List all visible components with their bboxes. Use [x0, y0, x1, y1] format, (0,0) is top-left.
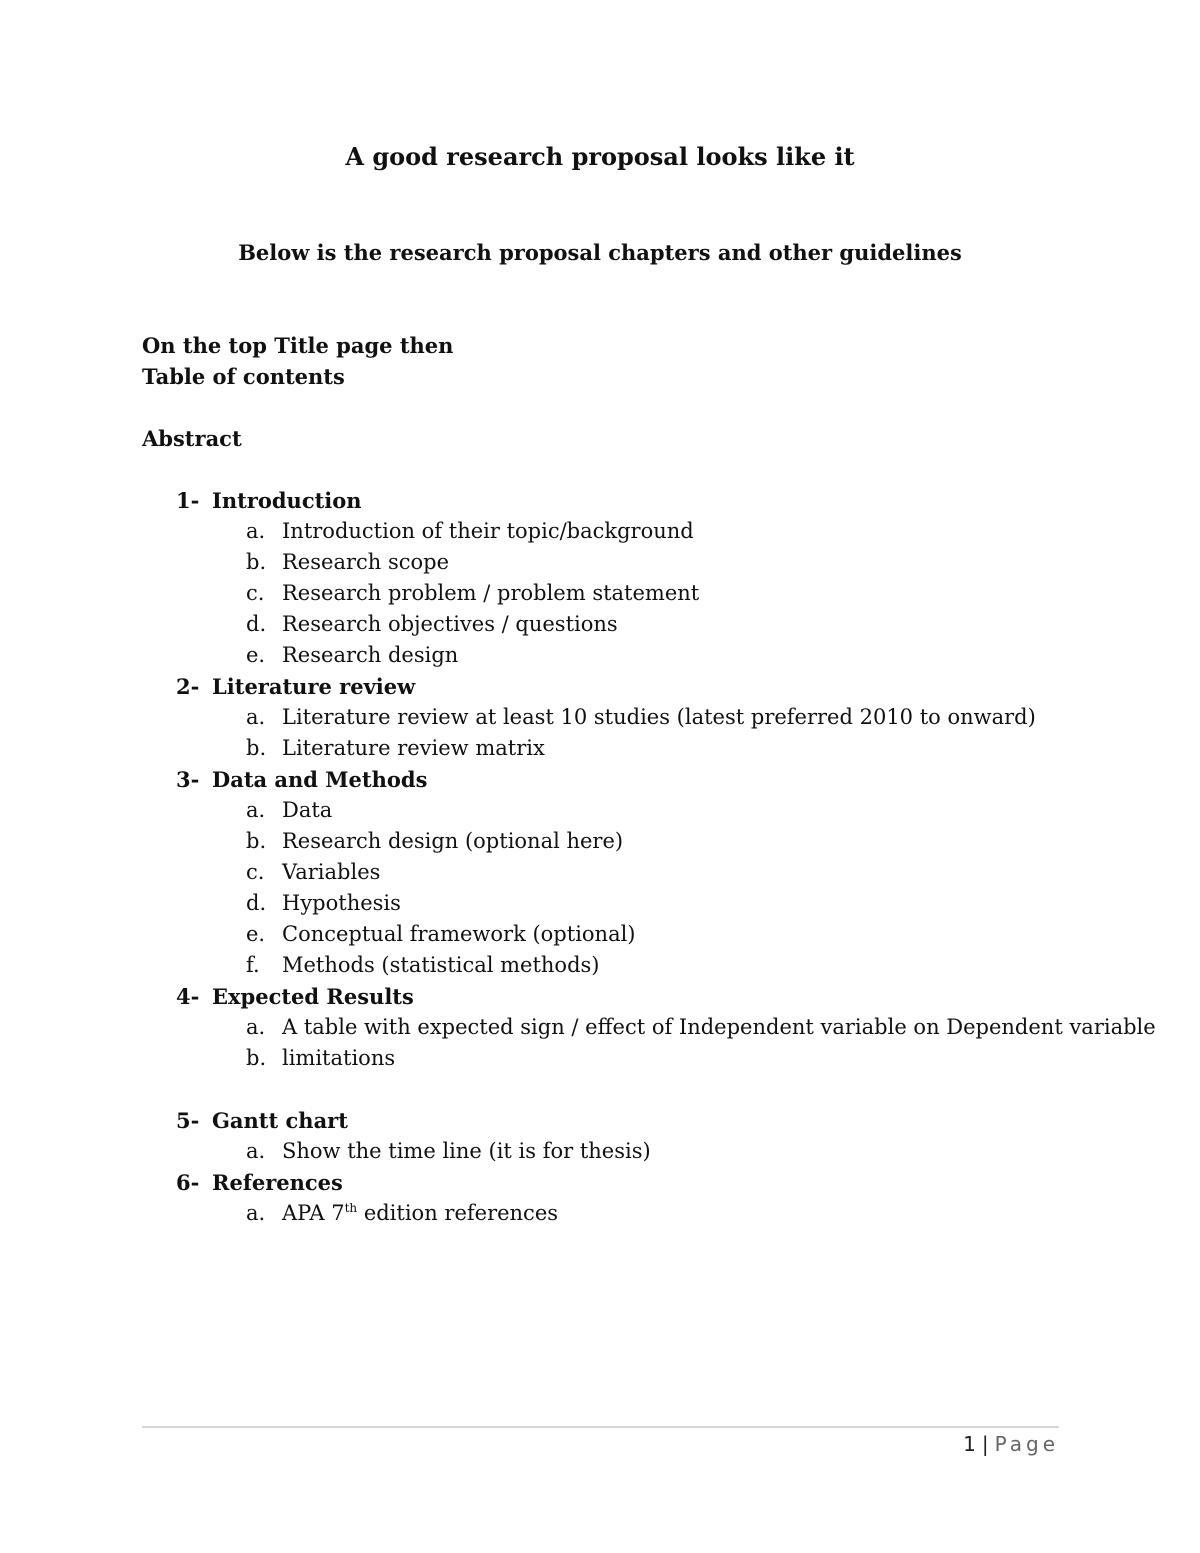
page-number: 1 [963, 1432, 976, 1456]
item-text: Hypothesis [282, 891, 401, 915]
section-title: Literature review [212, 674, 416, 699]
item-text: Literature review matrix [282, 736, 545, 760]
item-text-after: edition references [357, 1201, 559, 1225]
item-text: Research problem / problem statement [282, 581, 700, 605]
item-letter: b. [246, 829, 267, 853]
item-text: Research design (optional here) [282, 829, 624, 853]
list-item [142, 891, 1156, 922]
section-title: Expected Results [212, 984, 414, 1009]
list-item [142, 736, 1156, 767]
item-letter: a. [246, 1201, 266, 1225]
list-item [142, 581, 1156, 612]
item-letter: a. [246, 798, 266, 822]
section-heading [142, 1108, 1156, 1139]
item-text: Literature review at least 10 studies (latest preferred 2010 to onward) [282, 705, 1036, 729]
item-text: limitations [282, 1046, 396, 1070]
section-title: Gantt chart [212, 1108, 348, 1133]
item-text [282, 1201, 558, 1225]
section-number: 5- [176, 1108, 200, 1133]
item-text-before: APA 7 [282, 1201, 345, 1225]
section-title: References [212, 1170, 343, 1195]
section-data-and-methods [142, 767, 1156, 984]
list-item [142, 922, 1156, 953]
section-heading [142, 1170, 1156, 1201]
item-text: Research objectives / questions [282, 612, 618, 636]
item-text: Data [282, 798, 333, 822]
list-item [142, 1139, 1156, 1170]
section-heading [142, 767, 1156, 798]
footer-divider [142, 1426, 1059, 1428]
item-text: Research scope [282, 550, 450, 574]
list-item [142, 953, 1156, 984]
item-letter: e. [246, 643, 266, 667]
item-text: A table with expected sign / effect of Independent variable on Dependent variable [282, 1015, 1156, 1039]
section-literature-review [142, 674, 1156, 767]
section-expected-results [142, 984, 1156, 1077]
list-item [142, 798, 1156, 829]
item-letter: b. [246, 736, 267, 760]
section-heading [142, 674, 1156, 705]
front-matter-toc: Table of contents [142, 364, 345, 389]
item-letter: d. [246, 612, 267, 636]
page-label: Page [994, 1432, 1059, 1456]
item-letter: d. [246, 891, 267, 915]
list-item [142, 1201, 1156, 1232]
item-text: Conceptual framework (optional) [282, 922, 636, 946]
section-heading [142, 984, 1156, 1015]
section-references [142, 1170, 1156, 1232]
list-item [142, 705, 1156, 736]
list-item [142, 829, 1156, 860]
footer-separator: | [981, 1432, 989, 1456]
list-item [142, 550, 1156, 581]
section-number: 3- [176, 767, 200, 792]
section-title: Data and Methods [212, 767, 428, 792]
document-title: A good research proposal looks like it [345, 142, 855, 171]
section-heading [142, 488, 1156, 519]
item-text: Research design [282, 643, 459, 667]
item-letter: c. [246, 581, 265, 605]
list-item [142, 860, 1156, 891]
item-text: Variables [282, 860, 381, 884]
item-letter: a. [246, 705, 266, 729]
item-letter: a. [246, 1015, 266, 1039]
item-letter: a. [246, 1139, 266, 1163]
list-item [142, 519, 1156, 550]
list-item [142, 612, 1156, 643]
blank-line [142, 1077, 1156, 1108]
item-letter: a. [246, 519, 266, 543]
ordinal-superscript: th [344, 1201, 358, 1215]
item-text: Introduction of their topic/background [282, 519, 694, 543]
item-letter: f. [246, 953, 260, 977]
list-item [142, 643, 1156, 674]
item-letter: c. [246, 860, 265, 884]
section-introduction [142, 488, 1156, 674]
document-subtitle: Below is the research proposal chapters and other guidelines [238, 240, 962, 265]
item-letter: b. [246, 550, 267, 574]
item-text: Show the time line (it is for thesis) [282, 1139, 651, 1163]
list-item [142, 1015, 1156, 1046]
section-number: 4- [176, 984, 200, 1009]
front-matter-abstract: Abstract [142, 426, 242, 451]
section-title: Introduction [212, 488, 362, 513]
front-matter-title-page: On the top Title page then [142, 333, 454, 358]
item-text: Methods (statistical methods) [282, 953, 600, 977]
list-item [142, 1046, 1156, 1077]
item-letter: b. [246, 1046, 267, 1070]
section-number: 2- [176, 674, 200, 699]
item-letter: e. [246, 922, 266, 946]
page-footer [963, 1432, 1059, 1456]
section-list [142, 488, 1156, 1232]
section-gantt-chart [142, 1108, 1156, 1170]
section-number: 6- [176, 1170, 200, 1195]
section-number: 1- [176, 488, 200, 513]
